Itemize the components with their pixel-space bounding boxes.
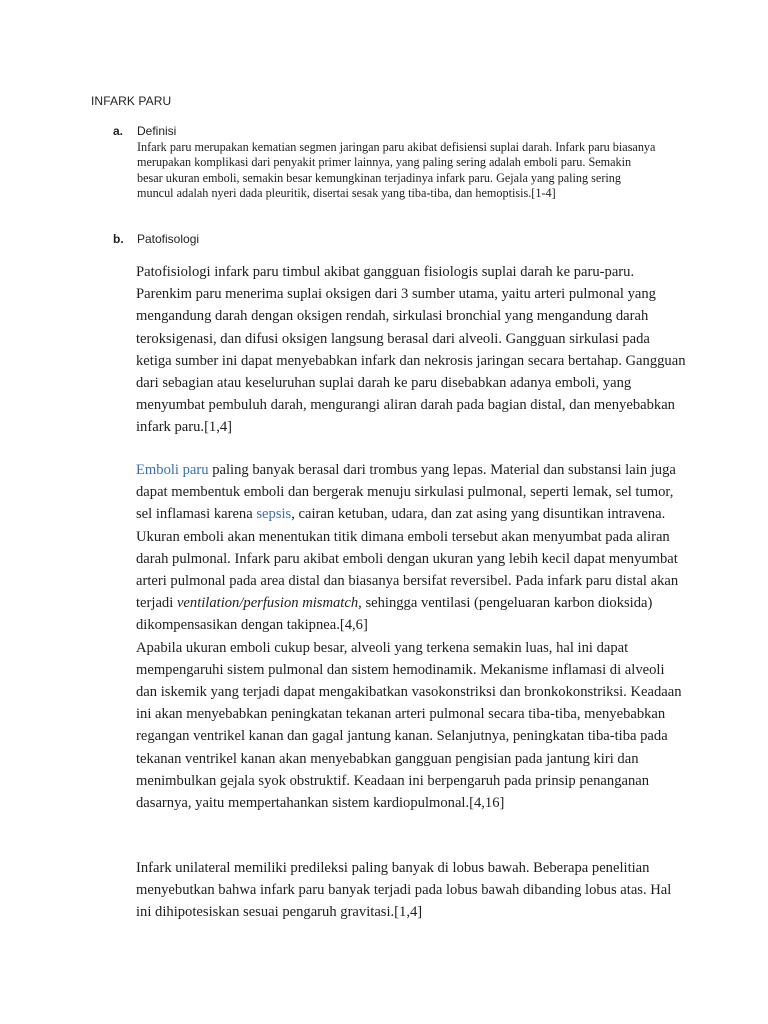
section-heading-patofisologi: Patofisologi: [137, 232, 200, 246]
paragraph-emboli-text-2: , cairan ketuban, udara, dan zat asing yang disuntikan intravena. Ukuran emboli akan menentukan titik dimana emboli tersebut akan menyumbat pada aliran darah pulmonal. Infark paru akibat emboli dengan ukuran yang lebih kecil dapat menyumbat arteri pulmonal pada area distal dan biasanya bersifat reversibel. Pada infark paru distal akan terjadi: [136, 506, 679, 612]
list-marker-b: b.: [113, 232, 124, 246]
paragraph-emboli-text-4: Apabila ukuran emboli cukup besar, alveoli yang terkena semakin luas, hal ini dapat mempengaruhi sistem pulmonal dan sistem hemodinamik. Mekanisme inflamasi di alveoli dan iskemik yang terjadi dapat mengakibatkan vasokonstriksi dan bronkokonstriksi. Keadaan ini akan menyebabkan peningkatan tekanan arteri pulmonal secara tiba-tiba, menyebabkan regangan ventrikel kanan dan gagal jantung kanan. Selanjutnya, peningkatan tiba-tiba pada tekanan ventrikel kanan akan menyebabkan gangguan pengisian pada jantung kiri dan menimbulkan gejala syok obstruktif. Keadaan ini berpengaruh pada prinsip penanganan dasarnya, yaitu mempertahankan sistem kardiopulmonal.[4,16]: [136, 639, 682, 812]
paragraph-emboli-text-3: , sehingga ventilasi (pengeluaran karbon dioksida) dikompensasikan dengan takipnea.[4,6]: [136, 595, 653, 634]
paragraph-infark-unilateral: Infark unilateral memiliki predileksi paling banyak di lobus bawah. Beberapa penelitian menyebutkan bahwa infark paru banyak terjadi pada lobus bawah dibanding lobus atas. Hal ini dihipotesiskan sesuai pengaruh gravitasi.[1,4]: [136, 860, 672, 921]
page-title: INFARK PARU: [91, 94, 172, 108]
paragraph-patofisiologi: Patofisiologi infark paru timbul akibat gangguan fisiologis suplai darah ke paru-paru. Parenkim paru menerima suplai oksigen dari 3 sumber utama, yaitu arteri pulmonal yang mengandung darah dengan oksigen rendah, sirkulasi bronchial yang mengandung darah teroksigenasi, dan difusi oksigen langsung berasal dari alveoli. Gangguan sirkulasi pada ketiga sumber ini dapat menyebabkan infark dan nekrosis jaringan secara bertahap. Gangguan dari sebagian atau keseluruhan suplai darah ke paru disebabkan adanya emboli, yang menyumbat pembuluh darah, mengurangi aliran darah pada bagian distal, dan menyebabkan infark paru.[1,4]: [136, 264, 686, 436]
link-sepsis[interactable]: sepsis: [256, 506, 292, 523]
paragraph-emboli-italic: ventilation/perfusion mismatch: [176, 595, 359, 612]
paragraph-emboli-text-1: paling banyak berasal dari trombus yang lepas. Material dan substansi lain juga dapat membentuk emboli dan bergerak menuju sirkulasi pulmonal, seperti lemak, sel tumor, sel inflamasi karena: [136, 462, 676, 523]
definition-text: Infark paru merupakan kematian segmen jaringan paru akibat defisiensi suplai darah. Infark paru biasanya merupakan komplikasi dari penyakit primer lainnya, yang paling sering adalah emboli paru. Semakin besar ukuran emboli, semakin besar kemungkinan terjadinya infark paru. Gejala yang paling sering muncul adalah nyeri dada pleuritik, disertai sesak yang tiba-tiba, dan hemoptisis.[1-4]: [137, 140, 656, 201]
link-emboli-paru[interactable]: Emboli paru: [136, 462, 209, 478]
section-heading-definisi: Definisi: [137, 124, 177, 138]
paragraph-emboli: [136, 459, 686, 814]
list-marker-a: a.: [113, 124, 124, 138]
